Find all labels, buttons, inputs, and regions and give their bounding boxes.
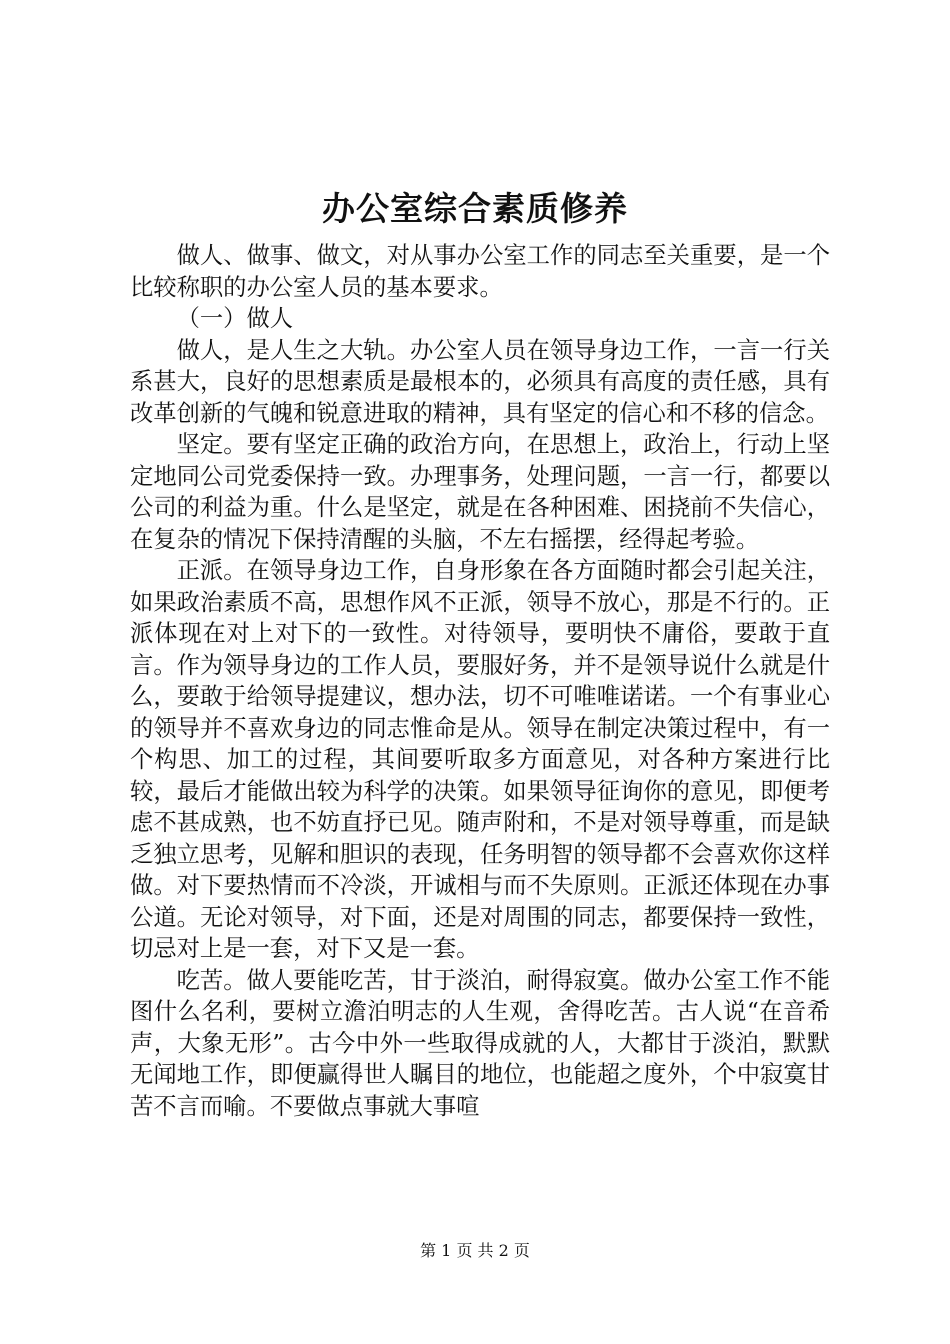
paragraph-zuoren: 做人，是人生之大轨。办公室人员在领导身边工作，一言一行关系甚大，良好的思想素质是最根本的，必须具有高度的责任感，具有改革创新的气魄和锐意进取的精神，具有坚定的信心和不移的信念。 [130,336,830,427]
document-body [130,240,830,1122]
paragraph-jianding: 坚定。要有坚定正确的政治方向，在思想上，政治上，行动上坚定地同公司党委保持一致。办理事务，处理问题，一言一行，都要以公司的利益为重。什么是坚定，就是在各种困难、困挠前不失信心，在复杂的情况下保持清醒的头脑，不左右摇摆，经得起考验。 [130,431,830,553]
page-number-footer: 第 1 页 共 2 页 [420,1241,530,1260]
section-heading: （一）做人 [176,305,294,332]
paragraph-chiku: 吃苦。做人要能吃苦，甘于淡泊，耐得寂寞。做办公室工作不能图什么名利，要树立澹泊明志的人生观，舍得吃苦。古人说“在音希声，大象无形”。古今中外一些取得成就的人，大都甘于淡泊，默默无闻地工作，即便赢得世人瞩目的地位，也能超之度外，个中寂寞甘苦不言而喻。不要做点事就大事喧 [130,966,830,1120]
paragraph-intro: 做人、做事、做文，对从事办公室工作的同志至关重要，是一个比较称职的办公室人员的基本要求。 [130,242,830,301]
document-title: 办公室综合素质修养 [322,189,628,228]
paragraph-zhengpai: 正派。在领导身边工作，自身形象在各方面随时都会引起关注，如果政治素质不高，思想作风不正派，领导不放心，那是不行的。正派体现在对上对下的一致性。对待领导，要明快不庸俗，要敢于直言。作为领导身边的工作人员，要服好务，并不是领导说什么就是什么，要敢于给领导提建议，想办法，切不可唯唯诺诺。一个有事业心的领导并不喜欢身边的同志惟命是从。领导在制定决策过程中，有一个构思、加工的过程，其间要听取多方面意见，对各种方案进行比较，最后才能做出较为科学的决策。如果领导征询你的意见，即便考虑不甚成熟，也不妨直抒已见。随声附和，不是对领导尊重，而是缺乏独立思考，见解和胆识的表现，任务明智的领导都不会喜欢你这样做。对下要热情而不冷淡，开诚相与而不失原则。正派还体现在办事公道。无论对领导，对下面，还是对周围的同志，都要保持一致性，切忌对上是一套，对下又是一套。 [130,557,830,962]
